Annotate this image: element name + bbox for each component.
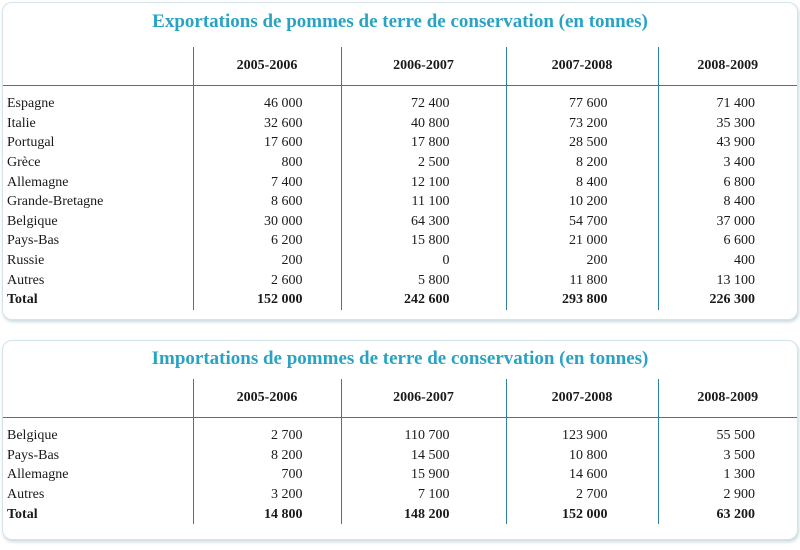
- value-cell: 14 500: [341, 446, 506, 466]
- table-row: [3, 153, 797, 173]
- value-cell: 40 800: [341, 114, 506, 134]
- imports-header-row: [3, 379, 797, 418]
- header-year-cell: 2005-2006: [193, 379, 341, 418]
- country-label: Autres: [7, 487, 45, 503]
- exports-title: Exportations de pommes de terre de conservation (en tonnes): [152, 11, 648, 32]
- value-cell: 8 400: [506, 172, 658, 192]
- value-cell: 6 800: [658, 172, 797, 192]
- table-row: [3, 418, 797, 446]
- value-cell: 35 300: [658, 114, 797, 134]
- header-year-cell: 2008-2009: [658, 379, 797, 418]
- imports-title: Importations de pommes de terre de conservation (en tonnes): [151, 348, 649, 369]
- value-cell: 28 500: [506, 133, 658, 153]
- value-cell: 64 300: [341, 212, 506, 232]
- value-cell: 110 700: [341, 418, 506, 446]
- header-year-cell: 2006-2007: [341, 47, 506, 86]
- header-year-cell: 2006-2007: [341, 379, 506, 418]
- value-cell: 15 900: [341, 465, 506, 485]
- total-value-cell: 63 200: [658, 504, 797, 524]
- value-cell: 6 600: [658, 231, 797, 251]
- value-cell: 3 500: [658, 446, 797, 466]
- value-cell: 30 000: [193, 212, 341, 232]
- country-label: Allemagne: [7, 174, 69, 190]
- table-row: [3, 86, 797, 114]
- value-cell: 8 400: [658, 192, 797, 212]
- country-label: Italie: [7, 115, 36, 131]
- value-cell: 21 000: [506, 231, 658, 251]
- total-value-cell: 152 000: [193, 290, 341, 310]
- value-cell: 400: [658, 251, 797, 271]
- total-value-cell: 242 600: [341, 290, 506, 310]
- value-cell: 3 400: [658, 153, 797, 173]
- value-cell: 200: [193, 251, 341, 271]
- imports-table: [3, 379, 797, 524]
- value-cell: 46 000: [193, 86, 341, 114]
- value-cell: 72 400: [341, 86, 506, 114]
- table-row: [3, 114, 797, 134]
- value-cell: 2 900: [658, 485, 797, 505]
- value-cell: 55 500: [658, 418, 797, 446]
- value-cell: 77 600: [506, 86, 658, 114]
- value-cell: 200: [506, 251, 658, 271]
- total-row: [3, 290, 797, 310]
- value-cell: 11 100: [341, 192, 506, 212]
- total-value-cell: 293 800: [506, 290, 658, 310]
- country-label: Allemagne: [7, 467, 69, 483]
- total-label: Total: [7, 506, 38, 522]
- value-cell: 123 900: [506, 418, 658, 446]
- value-cell: 17 600: [193, 133, 341, 153]
- value-cell: 15 800: [341, 231, 506, 251]
- total-value-cell: 152 000: [506, 504, 658, 524]
- table-row: [3, 446, 797, 466]
- value-cell: 54 700: [506, 212, 658, 232]
- country-label: Pays-Bas: [7, 447, 60, 463]
- value-cell: 13 100: [658, 270, 797, 290]
- country-label: Belgique: [7, 428, 58, 444]
- table-row: [3, 465, 797, 485]
- value-cell: 12 100: [341, 172, 506, 192]
- value-cell: 700: [193, 465, 341, 485]
- header-year-cell: 2008-2009: [658, 47, 797, 86]
- country-label: Pays-Bas: [7, 233, 60, 249]
- value-cell: 10 200: [506, 192, 658, 212]
- total-value-cell: 226 300: [658, 290, 797, 310]
- imports-panel: [2, 340, 798, 540]
- value-cell: 7 100: [341, 485, 506, 505]
- table-row: [3, 270, 797, 290]
- country-label: Autres: [7, 272, 45, 288]
- value-cell: 8 600: [193, 192, 341, 212]
- value-cell: 8 200: [193, 446, 341, 466]
- table-row: [3, 212, 797, 232]
- value-cell: 5 800: [341, 270, 506, 290]
- value-cell: 2 600: [193, 270, 341, 290]
- table-row: [3, 251, 797, 271]
- total-value-cell: 14 800: [193, 504, 341, 524]
- value-cell: 32 600: [193, 114, 341, 134]
- header-country-cell: [3, 379, 193, 418]
- table-row: [3, 192, 797, 212]
- value-cell: 14 600: [506, 465, 658, 485]
- value-cell: 10 800: [506, 446, 658, 466]
- value-cell: 71 400: [658, 86, 797, 114]
- table-row: [3, 172, 797, 192]
- value-cell: 7 400: [193, 172, 341, 192]
- value-cell: 2 700: [506, 485, 658, 505]
- imports-body: [3, 418, 797, 524]
- value-cell: 37 000: [658, 212, 797, 232]
- header-year-cell: 2007-2008: [506, 47, 658, 86]
- total-label: Total: [7, 292, 38, 308]
- value-cell: 8 200: [506, 153, 658, 173]
- country-label: Russie: [7, 253, 45, 269]
- value-cell: 17 800: [341, 133, 506, 153]
- country-label: Espagne: [7, 96, 55, 112]
- country-label: Belgique: [7, 213, 58, 229]
- exports-header-row: [3, 47, 797, 86]
- total-value-cell: 148 200: [341, 504, 506, 524]
- value-cell: 11 800: [506, 270, 658, 290]
- header-year-cell: 2007-2008: [506, 379, 658, 418]
- exports-table: [3, 47, 797, 310]
- header-country-cell: [3, 47, 193, 86]
- exports-body: [3, 86, 797, 310]
- value-cell: 43 900: [658, 133, 797, 153]
- country-label: Grèce: [7, 155, 41, 171]
- table-row: [3, 231, 797, 251]
- value-cell: 1 300: [658, 465, 797, 485]
- value-cell: 2 700: [193, 418, 341, 446]
- value-cell: 3 200: [193, 485, 341, 505]
- header-year-cell: 2005-2006: [193, 47, 341, 86]
- country-label: Grande-Bretagne: [7, 194, 104, 210]
- value-cell: 800: [193, 153, 341, 173]
- exports-panel: [2, 2, 798, 320]
- table-row: [3, 485, 797, 505]
- value-cell: 73 200: [506, 114, 658, 134]
- value-cell: 2 500: [341, 153, 506, 173]
- country-label: Portugal: [7, 135, 55, 151]
- table-row: [3, 133, 797, 153]
- value-cell: 0: [341, 251, 506, 271]
- total-row: [3, 504, 797, 524]
- value-cell: 6 200: [193, 231, 341, 251]
